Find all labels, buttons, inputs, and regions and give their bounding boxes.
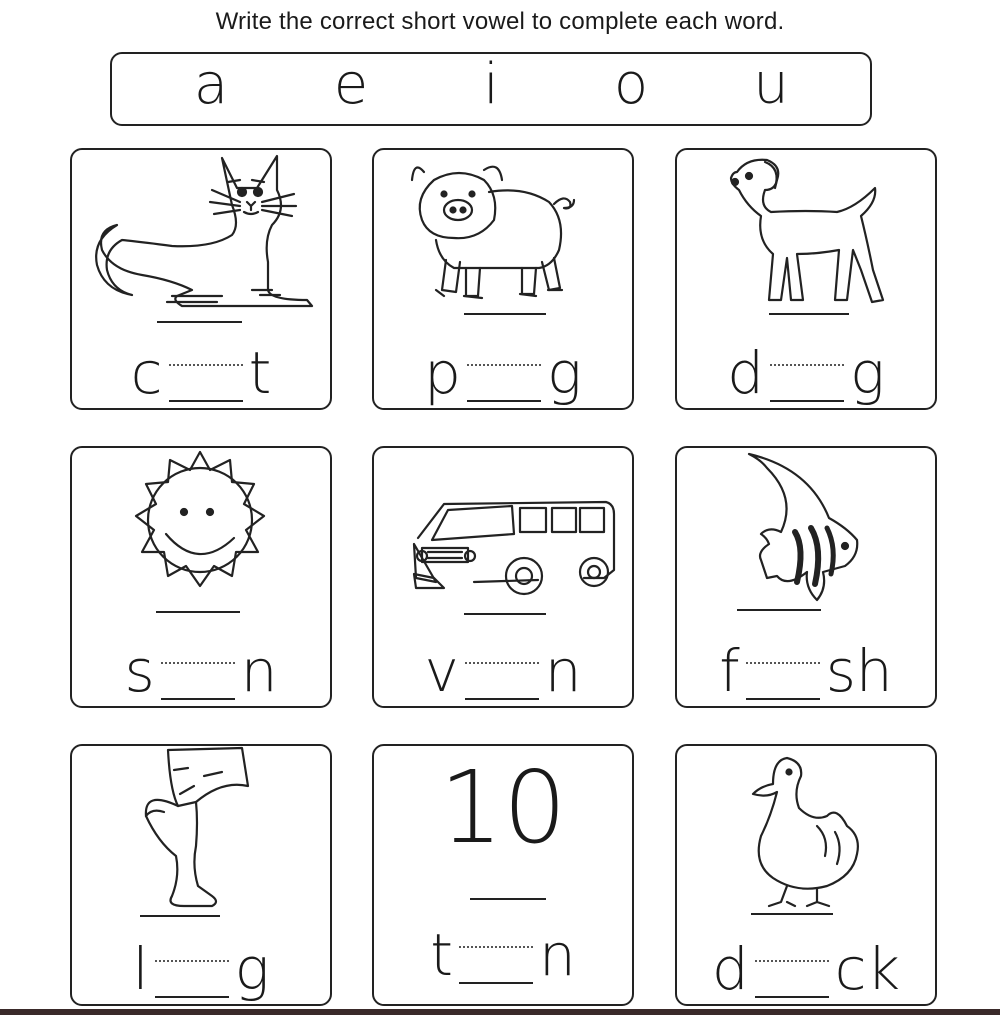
word-leg [72, 935, 330, 1003]
pig-picture [374, 150, 632, 330]
word-cat [72, 339, 330, 407]
word-duck [677, 935, 935, 1003]
word-ten [374, 921, 632, 989]
vowel-input-pig[interactable] [467, 368, 541, 400]
card-cat [70, 148, 332, 410]
word-pig-start: p [424, 339, 461, 407]
word-van [374, 637, 632, 705]
blank-van[interactable] [465, 650, 539, 700]
word-sun [72, 637, 330, 705]
vowel-a: a [193, 52, 229, 117]
word-duck-end: ck [834, 935, 901, 1003]
vowel-input-fish[interactable] [746, 666, 820, 698]
word-dog [677, 339, 935, 407]
word-ten-end: n [538, 921, 576, 989]
vowel-i: i [483, 52, 499, 117]
leg-picture [72, 746, 330, 926]
sun-picture [72, 448, 330, 628]
blank-ten[interactable] [459, 934, 533, 984]
card-fish [675, 446, 937, 708]
vowel-u: u [753, 52, 789, 117]
word-dog-end: g [850, 339, 885, 407]
word-fish-start: f [719, 637, 740, 705]
word-cat-end: t [248, 339, 272, 407]
word-duck-start: d [711, 935, 749, 1003]
word-dog-start: d [727, 339, 764, 407]
word-leg-end: g [234, 935, 270, 1003]
fish-picture [677, 448, 935, 628]
vowel-input-van[interactable] [465, 666, 539, 698]
vowel-e: e [333, 52, 369, 117]
worksheet-instruction: Write the correct short vowel to complete each word. [215, 8, 785, 35]
bottom-edge-bar [0, 1009, 1000, 1015]
word-ten-start: t [430, 921, 453, 989]
vowel-input-sun[interactable] [161, 666, 235, 698]
word-cat-start: c [130, 339, 163, 407]
word-fish [677, 637, 935, 705]
blank-dog[interactable] [770, 352, 844, 402]
blank-fish[interactable] [746, 650, 820, 700]
card-leg [70, 744, 332, 1006]
vowel-input-dog[interactable] [770, 368, 844, 400]
card-ten [372, 744, 634, 1006]
blank-cat[interactable] [169, 352, 243, 402]
duck-picture [677, 746, 935, 926]
word-van-end: n [544, 637, 582, 705]
word-sun-start: s [124, 637, 155, 705]
card-dog [675, 148, 937, 410]
vowel-o: o [613, 52, 649, 117]
card-duck [675, 744, 937, 1006]
word-pig [374, 339, 632, 407]
word-leg-start: l [132, 935, 149, 1003]
answer-line-ten [470, 898, 546, 900]
vowel-input-ten[interactable] [459, 950, 533, 982]
word-van-start: v [424, 637, 459, 705]
number-ten: 10 [439, 749, 567, 866]
card-sun [70, 446, 332, 708]
blank-sun[interactable] [161, 650, 235, 700]
card-van [372, 446, 634, 708]
dog-picture [677, 150, 935, 330]
word-sun-end: n [240, 637, 278, 705]
van-picture [374, 448, 632, 628]
blank-pig[interactable] [467, 352, 541, 402]
vowel-input-cat[interactable] [169, 368, 243, 400]
blank-leg[interactable] [155, 948, 229, 998]
vowel-input-leg[interactable] [155, 964, 229, 996]
vowel-input-duck[interactable] [755, 964, 829, 996]
vowel-bank [110, 52, 872, 126]
blank-duck[interactable] [755, 948, 829, 998]
word-fish-end: sh [825, 637, 893, 705]
word-pig-end: g [547, 339, 582, 407]
cat-picture [72, 150, 330, 330]
card-pig [372, 148, 634, 410]
